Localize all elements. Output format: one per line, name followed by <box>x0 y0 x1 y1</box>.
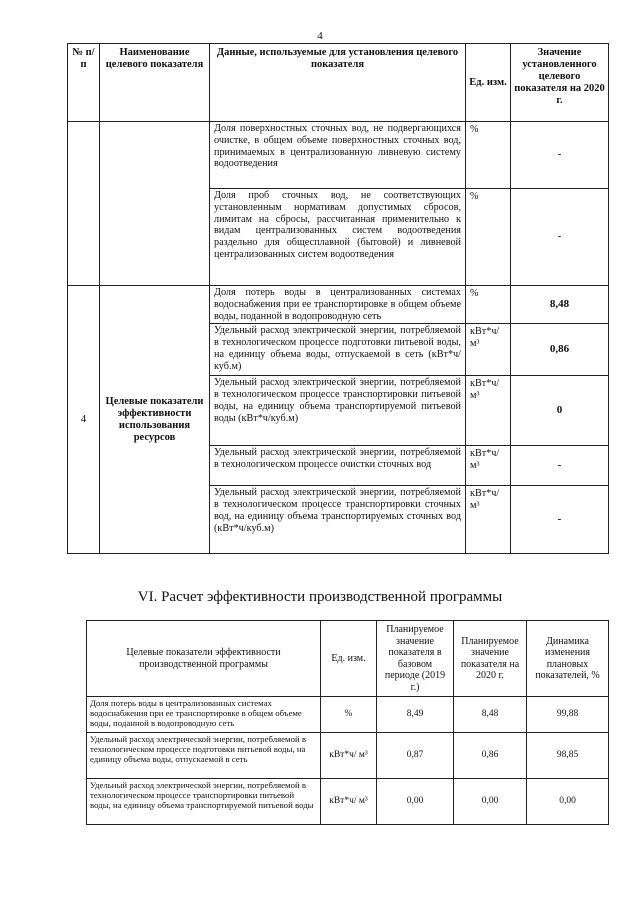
indicator-value: 0,86 <box>511 324 609 376</box>
indicator-unit: % <box>321 697 377 733</box>
indicator-value: - <box>511 446 609 486</box>
efficiency-calculation-table <box>86 620 609 825</box>
indicator-description: Доля потерь воды в централизованных системах водоснабжения при ее транспортировке в общем объеме воды, поданной в водопроводную сеть <box>210 286 466 324</box>
header-data-used: Данные, используемые для установления целевого показателя <box>210 44 466 122</box>
indicator-value: - <box>511 189 609 286</box>
indicator-unit: % <box>466 286 511 324</box>
empty-number-cell <box>68 122 100 286</box>
indicator-unit: % <box>466 189 511 286</box>
indicator-description: Удельный расход электрической энергии, потребляемой в технологическом процессе подготовки питьевой воды, на единицу объема воды, отпускаемой в сеть (кВт*ч/куб.м) <box>210 324 466 376</box>
section-title: VI. Расчет эффективности производственной программы <box>137 589 503 605</box>
table-row <box>87 779 609 825</box>
page-number: 4 <box>317 30 323 42</box>
header-unit: Ед. изм. <box>466 44 511 122</box>
indicator-name: Удельный расход электрической энергии, потребляемой в технологическом процессе подготовки питьевой воды, на единицу объема воды, отпускаемой в сеть <box>87 733 321 779</box>
base-value: 0,00 <box>377 779 454 825</box>
header-indicator-name: Наименование целевого показателя <box>100 44 210 122</box>
indicator-unit: кВт*ч/м³ <box>466 324 511 376</box>
indicator-description: Удельный расход электрической энергии, потребляемой в технологическом процессе транспортировки питьевой воды, на единицу объема транспортируемой питьевой воды (кВт*ч/куб.м) <box>210 376 466 446</box>
indicator-value: - <box>511 486 609 554</box>
table-row <box>68 286 609 324</box>
indicator-unit: кВт*ч/ м³ <box>321 779 377 825</box>
plan-value: 0,00 <box>454 779 527 825</box>
indicator-unit: кВт*ч/м³ <box>466 446 511 486</box>
header-number: № п/п <box>68 44 100 122</box>
indicator-name: Доля потерь воды в централизованных системах водоснабжения при ее транспортировке в общем объеме воды, поданной в водопроводную сеть <box>87 697 321 733</box>
indicator-value: - <box>511 122 609 189</box>
header-dynamics: Динамика изменения плановых показателей, % <box>527 621 609 697</box>
indicator-unit: % <box>466 122 511 189</box>
plan-value: 0,86 <box>454 733 527 779</box>
header-base-period: Планируемое значение показателя в базовом периоде (2019 г.) <box>377 621 454 697</box>
target-indicators-table <box>67 43 609 554</box>
base-value: 0,87 <box>377 733 454 779</box>
table-row <box>87 697 609 733</box>
indicator-description: Доля поверхностных сточных вод, не подвергающихся очистке, в общем объеме поверхностных сточных вод, принимаемых в централизованную ливневую систему водоотведения <box>210 122 466 189</box>
indicator-value: 0 <box>511 376 609 446</box>
indicator-description: Удельный расход электрической энергии, потребляемой в технологическом процессе транспортировки сточных вод, на единицу объема транспортируемых сточных вод (кВт*ч/куб.м) <box>210 486 466 554</box>
header-unit: Ед. изм. <box>321 621 377 697</box>
indicator-unit: кВт*ч/ м³ <box>321 733 377 779</box>
base-value: 8,49 <box>377 697 454 733</box>
indicator-description: Удельный расход электрической энергии, потребляемой в технологическом процессе очистки сточных вод <box>210 446 466 486</box>
table-row <box>68 122 609 189</box>
table-row <box>87 733 609 779</box>
indicator-description: Доля проб сточных вод, не соответствующих установленным нормативам допустимых сбросов, лимитам на сбросы, рассчитанная применительно к видам централизованных систем водоотведения раздельно для общесплавной (бытовой) и ливневой централизованных систем водоотведения <box>210 189 466 286</box>
header-plan-2020: Планируемое значение показателя на 2020 г. <box>454 621 527 697</box>
group-number: 4 <box>68 286 100 554</box>
table1-header-row <box>68 44 609 122</box>
header-target-value: Значение установленного целевого показателя на 2020 г. <box>511 44 609 122</box>
plan-value: 8,48 <box>454 697 527 733</box>
dynamics-value: 99,88 <box>527 697 609 733</box>
header-indicator-name: Целевые показатели эффективности производственной программы <box>87 621 321 697</box>
indicator-unit: кВт*ч/м³ <box>466 486 511 554</box>
dynamics-value: 0,00 <box>527 779 609 825</box>
indicator-value: 8,48 <box>511 286 609 324</box>
table2-header-row <box>87 621 609 697</box>
empty-name-cell <box>100 122 210 286</box>
dynamics-value: 98,85 <box>527 733 609 779</box>
group-name: Целевые показатели эффективности использования ресурсов <box>100 286 210 554</box>
indicator-name: Удельный расход электрической энергии, потребляемой в технологическом процессе транспортировки питьевой воды, на единицу объема транспортируемой питьевой воды <box>87 779 321 825</box>
indicator-unit: кВт*ч/м³ <box>466 376 511 446</box>
